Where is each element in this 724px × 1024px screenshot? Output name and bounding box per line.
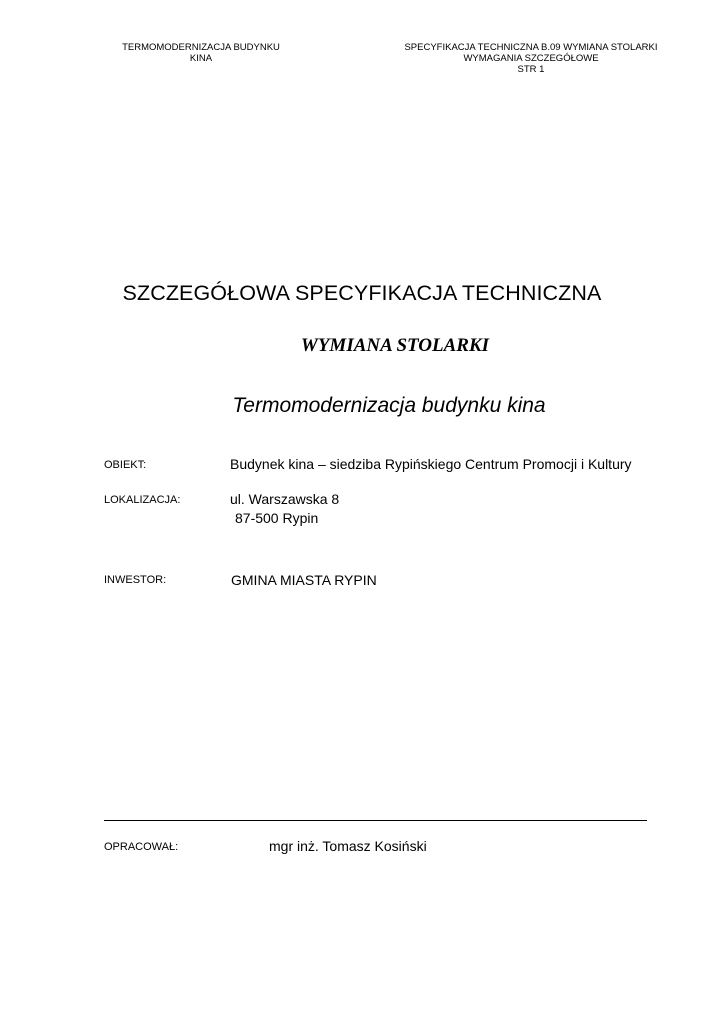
header-left xyxy=(118,42,284,64)
header-right-line-2: WYMAGANIA SZCZEGÓŁOWE xyxy=(463,53,599,64)
header-right-line-1: SPECYFIKACJA TECHNICZNA B.09 WYMIANA STOLARKI xyxy=(404,42,658,53)
opracowal-label: OPRACOWAŁ: xyxy=(104,841,179,853)
lokalizacja-label: LOKALIZACJA: xyxy=(104,494,181,506)
header-right-line-3: STR 1 xyxy=(517,64,545,75)
opracowal-value: mgr inż. Tomasz Kosiński xyxy=(269,838,427,854)
inwestor-value: GMINA MIASTA RYPIN xyxy=(231,572,377,588)
inwestor-label: INWESTOR: xyxy=(104,574,167,586)
project-name: Termomodernizacja budynku kina xyxy=(232,394,546,417)
header-left-line-1: TERMOMODERNIZACJA BUDYNKU xyxy=(122,42,280,53)
horizontal-rule xyxy=(104,820,647,821)
document-subtitle: WYMIANA STOLARKI xyxy=(300,335,490,356)
document-title: SZCZEGÓŁOWA SPECYFIKACJA TECHNICZNA xyxy=(122,281,602,305)
obiekt-value: Budynek kina – siedziba Rypińskiego Centrum Promocji i Kultury xyxy=(230,456,632,472)
lokalizacja-street: ul. Warszawska 8 xyxy=(230,491,340,507)
obiekt-label: OBIEKT: xyxy=(104,459,147,471)
lokalizacja-city: 87-500 Rypin xyxy=(235,510,319,526)
header-left-line-2: KINA xyxy=(189,53,213,64)
header-right xyxy=(398,42,664,75)
